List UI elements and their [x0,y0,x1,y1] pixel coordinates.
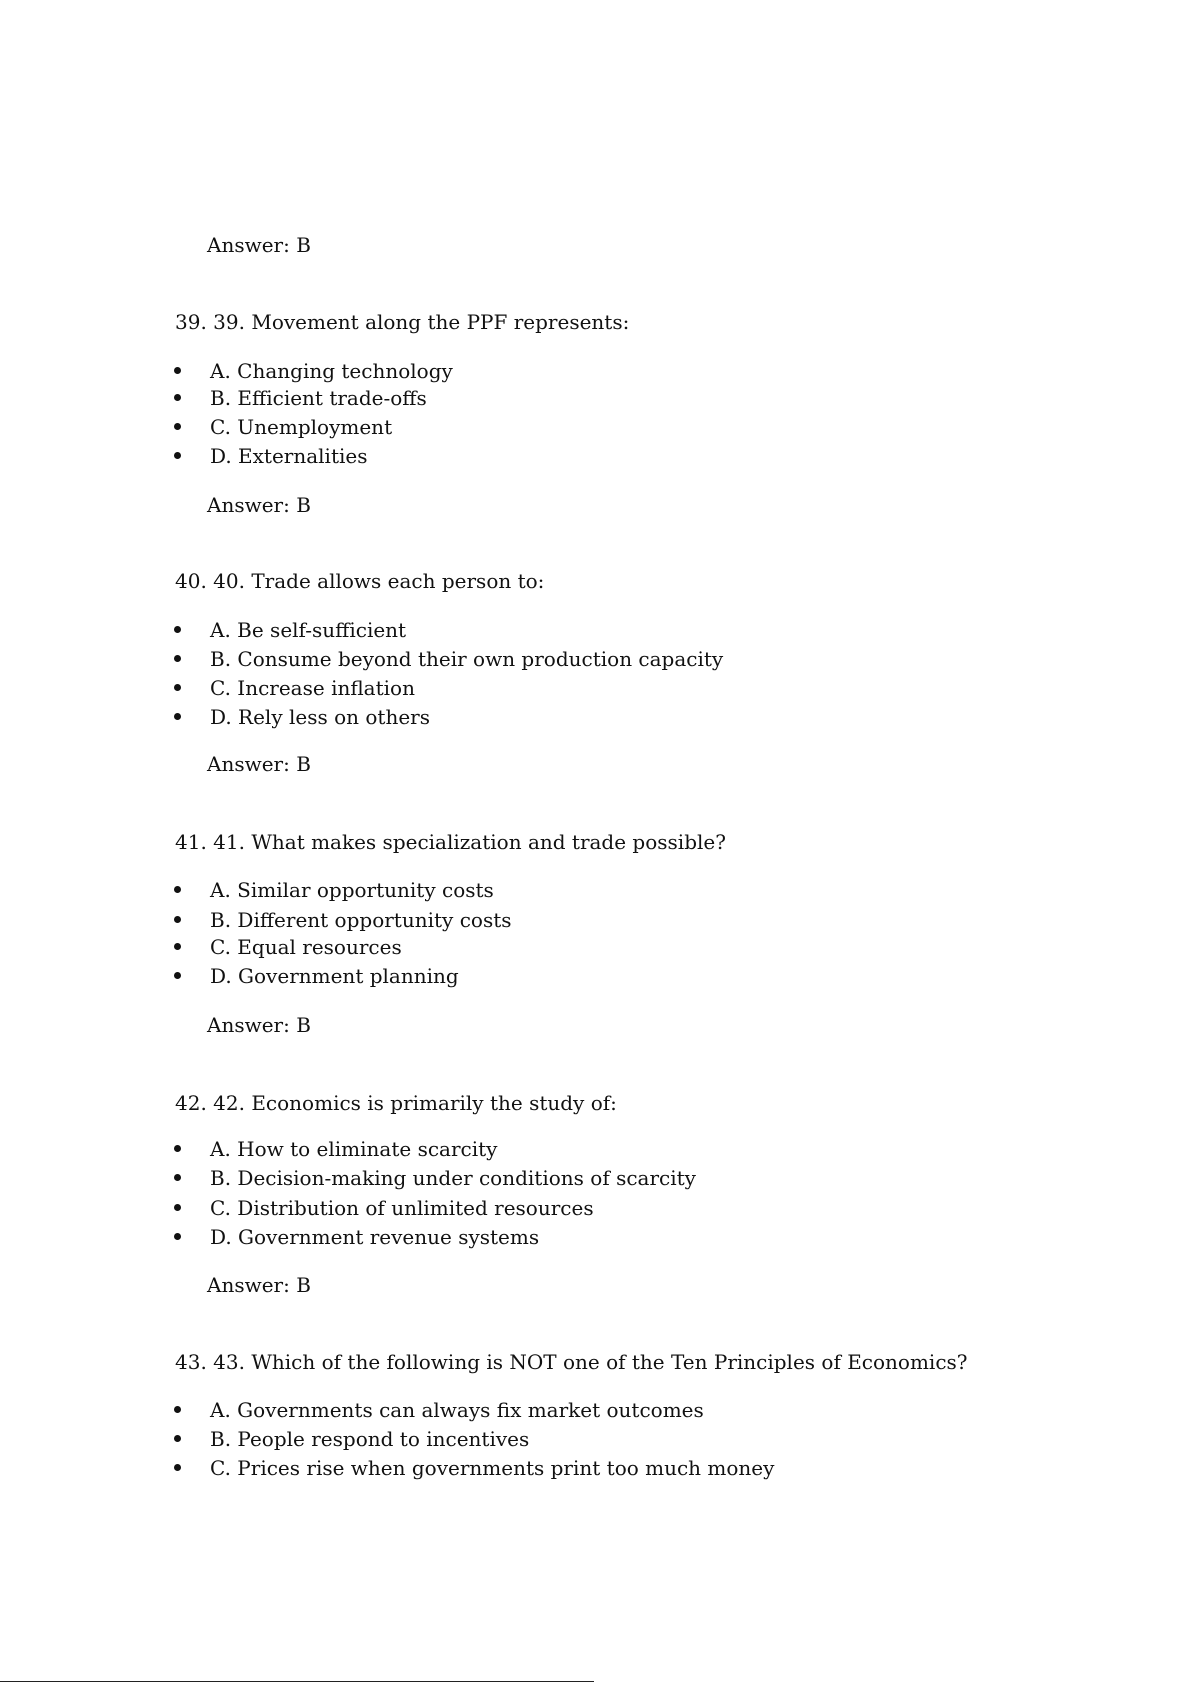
bullet-icon [174,359,186,383]
question-number: 43. [175,1350,207,1374]
option-text: D. Rely less on others [210,705,430,729]
bullet-icon [174,935,186,959]
bullet-icon [174,964,186,988]
question-text [175,310,629,334]
question-number: 39. [175,310,207,334]
option-text: D. Government planning [210,964,459,988]
option-text: B. Consume beyond their own production capacity [210,647,724,671]
question-text [175,830,726,854]
option-text: C. Distribution of unlimited resources [210,1196,594,1220]
page-divider [0,1681,594,1682]
answer-text: Answer: B [207,493,311,517]
bullet-icon [174,1166,186,1190]
bullet-icon [174,705,186,729]
question-prompt: 39. Movement along the PPF represents: [213,310,630,334]
question-prompt: 43. Which of the following is NOT one of the Ten Principles of Economics? [213,1350,968,1374]
option-text: B. Decision-making under conditions of scarcity [210,1166,696,1190]
bullet-icon [174,1225,186,1249]
bullet-icon [174,1398,186,1422]
option-text: B. Efficient trade-offs [210,386,427,410]
option-text: B. People respond to incentives [210,1427,530,1451]
bullet-icon [174,415,186,439]
bullet-icon [174,444,186,468]
option-text: C. Prices rise when governments print too much money [210,1456,775,1480]
question-number: 42. [175,1091,207,1115]
option-text: D. Externalities [210,444,368,468]
answer-text: Answer: B [207,1273,311,1297]
question-text [175,1350,968,1374]
bullet-icon [174,1456,186,1480]
answer-text: Answer: B [207,233,311,257]
bullet-icon [174,878,186,902]
option-text: A. Be self-sufficient [210,618,407,642]
option-text: A. Governments can always fix market outcomes [210,1398,704,1422]
question-text [175,1091,617,1115]
question-prompt: 41. What makes specialization and trade possible? [213,830,726,854]
bullet-icon [174,647,186,671]
option-text: C. Increase inflation [210,676,415,700]
question-text [175,569,544,593]
bullet-icon [174,386,186,410]
bullet-icon [174,618,186,642]
option-text: B. Different opportunity costs [210,908,512,932]
bullet-icon [174,908,186,932]
bullet-icon [174,1137,186,1161]
question-number: 41. [175,830,207,854]
option-text: A. Similar opportunity costs [210,878,494,902]
question-prompt: 42. Economics is primarily the study of: [213,1091,617,1115]
bullet-icon [174,1427,186,1451]
option-text: D. Government revenue systems [210,1225,540,1249]
answer-text: Answer: B [207,752,311,776]
option-text: C. Equal resources [210,935,402,959]
question-number: 40. [175,569,207,593]
option-text: A. How to eliminate scarcity [210,1137,498,1161]
option-text: A. Changing technology [210,359,453,383]
answer-text: Answer: B [207,1013,311,1037]
option-text: C. Unemployment [210,415,393,439]
bullet-icon [174,1196,186,1220]
bullet-icon [174,676,186,700]
question-prompt: 40. Trade allows each person to: [213,569,545,593]
